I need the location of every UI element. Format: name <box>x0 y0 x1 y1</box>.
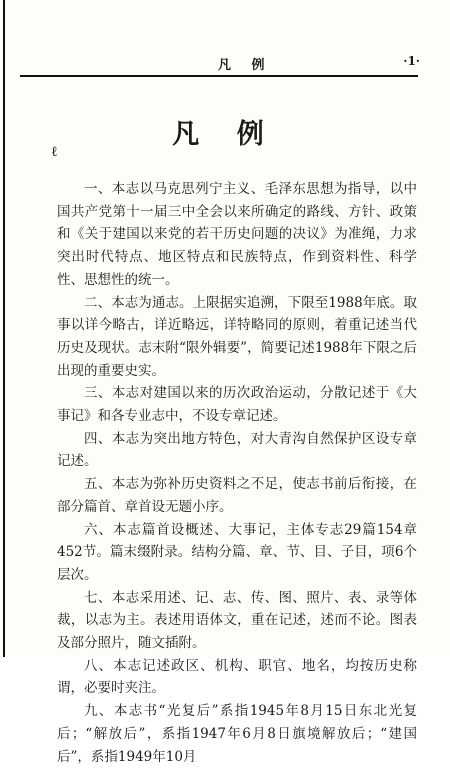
paragraph-7: 七、本志采用述、记、志、传、图、照片、表、录等体裁，以志为主。表述用语体文，重在记述，述而不论。图表及部分照片，随文插附。 <box>57 589 417 652</box>
paragraph-5: 五、本志为弥补历史资料之不足，使志书前后衔接，在部分篇首、章首设无题小序。 <box>57 476 417 515</box>
header-rule <box>20 75 418 77</box>
page-number: ·1· <box>403 54 420 68</box>
page-edge-border <box>3 0 5 657</box>
margin-mark: ℓ <box>51 144 58 160</box>
paragraph-4: 四、本志为突出地方特色，对大青沟自然保护区设专章记述。 <box>57 430 417 470</box>
paragraph-1: 一、本志以马克思列宁主义、毛泽东思想为指导，以中国共产党第十一届三中全会以来所确定的路线、方针、政策和《关于建国以来党的若干历史问题的决议》为准绳，力求突出时代特点、地区特点和民族特点，作到资料性、科学性、思想性的统一。 <box>57 181 417 288</box>
paragraph-3: 三、本志对建国以来的历次政治运动，分散记述于《大事记》和各专业志中，不设专章记述。 <box>57 385 417 425</box>
paragraph-8: 八、本志记述政区、机构、职官、地名，均按历史称谓，必要时夹注。 <box>57 657 417 697</box>
running-header <box>20 54 420 72</box>
body-text <box>57 178 417 768</box>
paragraph-2: 二、本志为通志。上限据实追溯，下限至1988年底。取事以详今略古，详近略远，详特略同的原则，着重记述当代历史及现状。志末附“限外辑要”，简要记述1988年下限之后出现的重要史实。 <box>57 294 417 379</box>
page-title: 凡 例 <box>172 119 278 150</box>
paragraph-6: 六、本志篇首设概述、大事记，主体专志29篇154章452节。篇末缀附录。结构分篇、章、节、目、子目，项6个层次。 <box>57 521 417 583</box>
running-header-title: 凡 例 <box>218 58 273 73</box>
paragraph-9: 九、本志书“光复后”系指1945年8月15日东北光复后；“解放后”，系指1947年6月8日旗境解放后；“建国后”，系指1949年10月 <box>57 703 417 765</box>
